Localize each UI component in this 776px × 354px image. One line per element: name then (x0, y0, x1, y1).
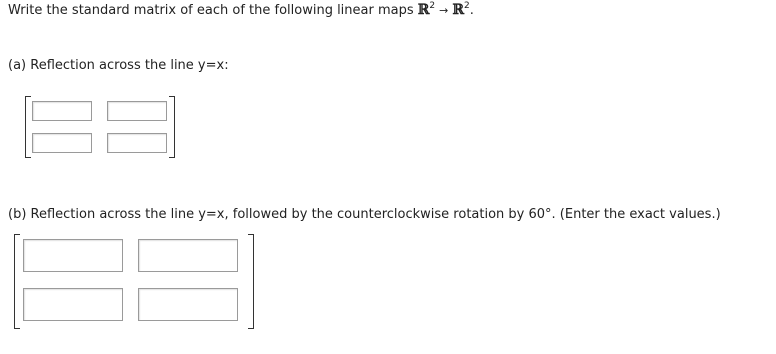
maps-to-arrow: → (439, 4, 449, 17)
instructions-label: Write the standard matrix of each of the following linear maps (8, 3, 414, 18)
matrix-b-cell-r1c1[interactable] (23, 239, 123, 272)
matrix-a (25, 96, 175, 158)
intro-period: . (469, 3, 474, 18)
matrix-b-cell-r2c2[interactable] (138, 288, 238, 321)
codomain-exponent: 2 (464, 1, 470, 11)
matrix-b-right-bracket (248, 234, 254, 329)
part-a-suffix: : (224, 58, 229, 73)
matrix-a-cell-r2c1[interactable] (32, 133, 92, 153)
matrix-a-right-bracket (169, 96, 175, 158)
matrix-b-cell-r2c1[interactable] (23, 288, 123, 321)
part-b-equation: y=x (198, 207, 225, 222)
part-b-suffix: , followed by the counterclockwise rotation by 60°. (Enter the exact values.) (224, 207, 721, 222)
part-a-label: (a) Reflection across the line (8, 58, 198, 73)
matrix-b-cell-r1c2[interactable] (138, 239, 238, 272)
matrix-a-cell-r1c1[interactable] (32, 101, 92, 121)
domain-symbol: ℝ (417, 2, 430, 18)
matrix-b (14, 234, 254, 329)
part-b-label: (b) Reflection across the line (8, 207, 199, 222)
part-a-equation: y=x (197, 58, 225, 73)
matrix-a-cell-r1c2[interactable] (107, 101, 167, 121)
instructions-text (8, 2, 474, 19)
codomain-symbol: ℝ (452, 2, 465, 18)
matrix-a-cell-r2c2[interactable] (107, 133, 167, 153)
part-b-prompt (8, 207, 721, 223)
domain-exponent: 2 (429, 1, 436, 11)
part-a-prompt (8, 58, 229, 74)
matrix-a-left-bracket (25, 96, 31, 158)
matrix-b-left-bracket (14, 234, 20, 329)
